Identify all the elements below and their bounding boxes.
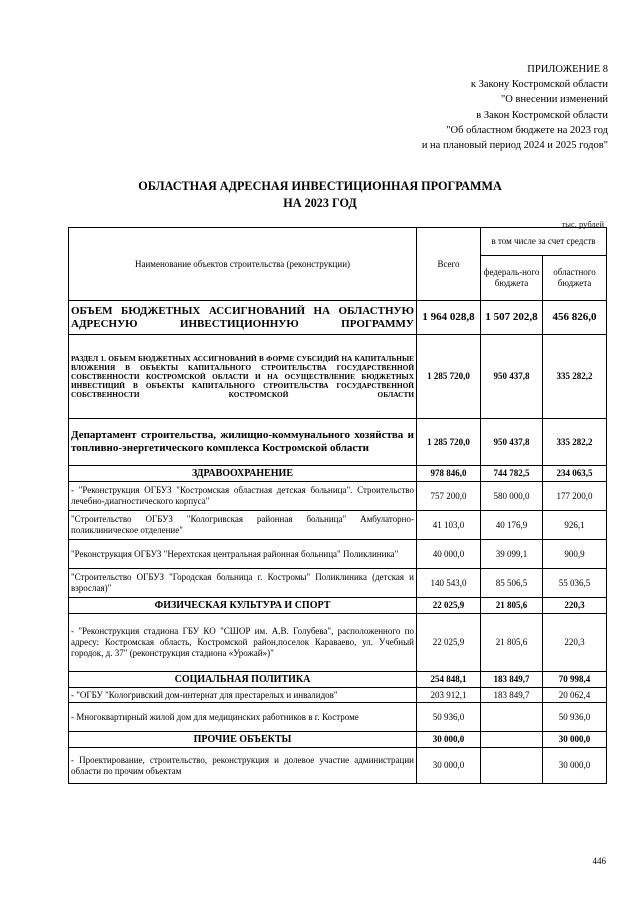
header-including: в том числе за счет средств <box>481 228 607 256</box>
row-federal: 183 849,7 <box>481 688 543 703</box>
document-title <box>0 178 640 212</box>
row-regional: 456 826,0 <box>543 301 607 335</box>
table-row <box>69 569 607 598</box>
row-regional: 335 282,2 <box>543 419 607 466</box>
row-federal <box>481 732 543 748</box>
row-federal: 85 506,5 <box>481 569 543 598</box>
row-regional: 177 200,0 <box>543 482 607 511</box>
row-federal <box>481 703 543 732</box>
row-name: ЗДРАВООХРАНЕНИЕ <box>69 466 417 482</box>
row-total: 254 848,1 <box>417 672 481 688</box>
row-federal: 950 437,8 <box>481 335 543 419</box>
row-federal: 183 849,7 <box>481 672 543 688</box>
row-regional: 55 036,5 <box>543 569 607 598</box>
row-name: "Строительство ОГБУЗ "Кологривская районная больница" Амбулаторно-поликлиническое отделение" <box>69 511 417 540</box>
row-name: СОЦИАЛЬНАЯ ПОЛИТИКА <box>69 672 417 688</box>
row-regional: 220,3 <box>543 614 607 672</box>
table-row <box>69 688 607 703</box>
row-regional: 30 000,0 <box>543 732 607 748</box>
header-total: Всего <box>417 228 481 301</box>
appendix-line: к Закону Костромской области <box>470 79 608 91</box>
row-total: 30 000,0 <box>417 748 481 784</box>
row-name: ПРОЧИЕ ОБЪЕКТЫ <box>69 732 417 748</box>
table-row-section <box>69 335 607 419</box>
row-federal: 1 507 202,8 <box>481 301 543 335</box>
row-regional: 70 998,4 <box>543 672 607 688</box>
appendix-line: и на плановый период 2024 и 2025 годов" <box>421 140 608 152</box>
row-regional: 20 062,4 <box>543 688 607 703</box>
table-row <box>69 614 607 672</box>
row-name: ФИЗИЧЕСКАЯ КУЛЬТУРА И СПОРТ <box>69 598 417 614</box>
row-total: 1 964 028,8 <box>417 301 481 335</box>
appendix-line: ПРИЛОЖЕНИЕ 8 <box>527 64 608 75</box>
appendix-line: "О внесении изменений <box>501 94 608 106</box>
row-total: 22 025,9 <box>417 598 481 614</box>
row-total: 140 543,0 <box>417 569 481 598</box>
row-name: - Многоквартирный жилой дом для медицинских работников в г. Костроме <box>69 703 417 732</box>
table-row-category <box>69 672 607 688</box>
title-line-1: ОБЛАСТНАЯ АДРЕСНАЯ ИНВЕСТИЦИОННАЯ ПРОГРАММА <box>138 179 502 193</box>
row-total: 41 103,0 <box>417 511 481 540</box>
row-name: РАЗДЕЛ 1. ОБЪЕМ БЮДЖЕТНЫХ АССИГНОВАНИЙ В ФОРМЕ СУБСИДИЙ НА КАПИТАЛЬНЫЕ ВЛОЖЕНИЯ В ОБЪЕКТЫ КАПИТАЛЬНОГО СТРОИТЕЛЬСТВА ГОСУДАРСТВЕННОЙ СОБСТВЕННОСТИ КОСТРОМСКОЙ ОБЛАСТИ И НА ОСУЩЕСТВЛЕНИЕ БЮДЖЕТНЫХ ИНВЕСТИЦИЙ В ОБЪЕКТЫ КАПИТАЛЬНОГО СТРОИТЕЛЬСТВА ГОСУДАРСТВЕННОЙ СОБСТВЕННОСТИ КОСТРОМСКОЙ ОБЛАСТИ <box>69 335 417 419</box>
row-regional: 926,1 <box>543 511 607 540</box>
row-total: 757 200,0 <box>417 482 481 511</box>
row-name: - "Реконструкция ОГБУЗ "Костромская областная детская больница". Строительство лечебно-диагностического корпуса" <box>69 482 417 511</box>
row-regional: 335 282,2 <box>543 335 607 419</box>
row-name: - "Реконструкция стадиона ГБУ КО "СШОР им. А.В. Голубева", расположенного по адресу: Костромская область, Костромской район,поселок Караваево, ул. Учебный городок, д. 37" (реконструкция стадиона «Урожай»)" <box>69 614 417 672</box>
appendix-line: "Об областном бюджете на 2023 год <box>446 124 608 136</box>
table-row-department <box>69 419 607 466</box>
table-row-category <box>69 598 607 614</box>
table-row <box>69 703 607 732</box>
row-federal: 580 000,0 <box>481 482 543 511</box>
header-row <box>69 228 607 256</box>
row-regional: 900,9 <box>543 540 607 569</box>
row-total: 203 912,1 <box>417 688 481 703</box>
row-federal: 950 437,8 <box>481 419 543 466</box>
row-federal: 21 805,6 <box>481 598 543 614</box>
row-regional: 50 936,0 <box>543 703 607 732</box>
header-federal: федераль-ного бюджета <box>481 256 543 301</box>
row-regional: 30 000,0 <box>543 748 607 784</box>
row-total: 40 000,0 <box>417 540 481 569</box>
table-row-total <box>69 301 607 335</box>
row-total: 1 285 720,0 <box>417 419 481 466</box>
row-total: 30 000,0 <box>417 732 481 748</box>
row-federal: 744 782,5 <box>481 466 543 482</box>
page-number: 446 <box>592 856 606 866</box>
row-federal: 39 099,1 <box>481 540 543 569</box>
row-total: 50 936,0 <box>417 703 481 732</box>
appendix-header <box>422 62 608 153</box>
header-name: Наименование объектов строительства (реконструкции) <box>69 228 417 301</box>
row-name: ОБЪЕМ БЮДЖЕТНЫХ АССИГНОВАНИЙ НА ОБЛАСТНУЮ АДРЕСНУЮ ИНВЕСТИЦИОННУЮ ПРОГРАММУ <box>69 301 417 335</box>
row-name: "Реконструкция ОГБУЗ "Нерехтская центральная районная больница" Поликлиника" <box>69 540 417 569</box>
table-row-category <box>69 466 607 482</box>
table-row <box>69 540 607 569</box>
row-total: 978 846,0 <box>417 466 481 482</box>
row-total: 22 025,9 <box>417 614 481 672</box>
row-name: Департамент строительства, жилищно-коммунального хозяйства и топливно-энергетического комплекса Костромской области <box>69 419 417 466</box>
table-row <box>69 748 607 784</box>
row-name: - Проектирование, строительство, реконструкция и долевое участие администрации области по прочим объектам <box>69 748 417 784</box>
appendix-line: в Закон Костромской области <box>476 109 608 121</box>
header-regional: областного бюджета <box>543 256 607 301</box>
row-total: 1 285 720,0 <box>417 335 481 419</box>
row-regional: 234 063,5 <box>543 466 607 482</box>
investment-program-table <box>68 227 607 784</box>
row-name: "Строительство ОГБУЗ "Городская больница г. Костромы" Поликлиника (детская и взрослая)" <box>69 569 417 598</box>
row-federal: 21 805,6 <box>481 614 543 672</box>
unit-label: тыс. рублей <box>561 219 604 229</box>
row-federal: 40 176,9 <box>481 511 543 540</box>
table-row <box>69 482 607 511</box>
row-name: - "ОГБУ "Кологривский дом-интернат для престарелых и инвалидов" <box>69 688 417 703</box>
row-regional: 220,3 <box>543 598 607 614</box>
table-row-category <box>69 732 607 748</box>
title-line-2: НА 2023 ГОД <box>283 196 357 210</box>
row-federal <box>481 748 543 784</box>
table-row <box>69 511 607 540</box>
